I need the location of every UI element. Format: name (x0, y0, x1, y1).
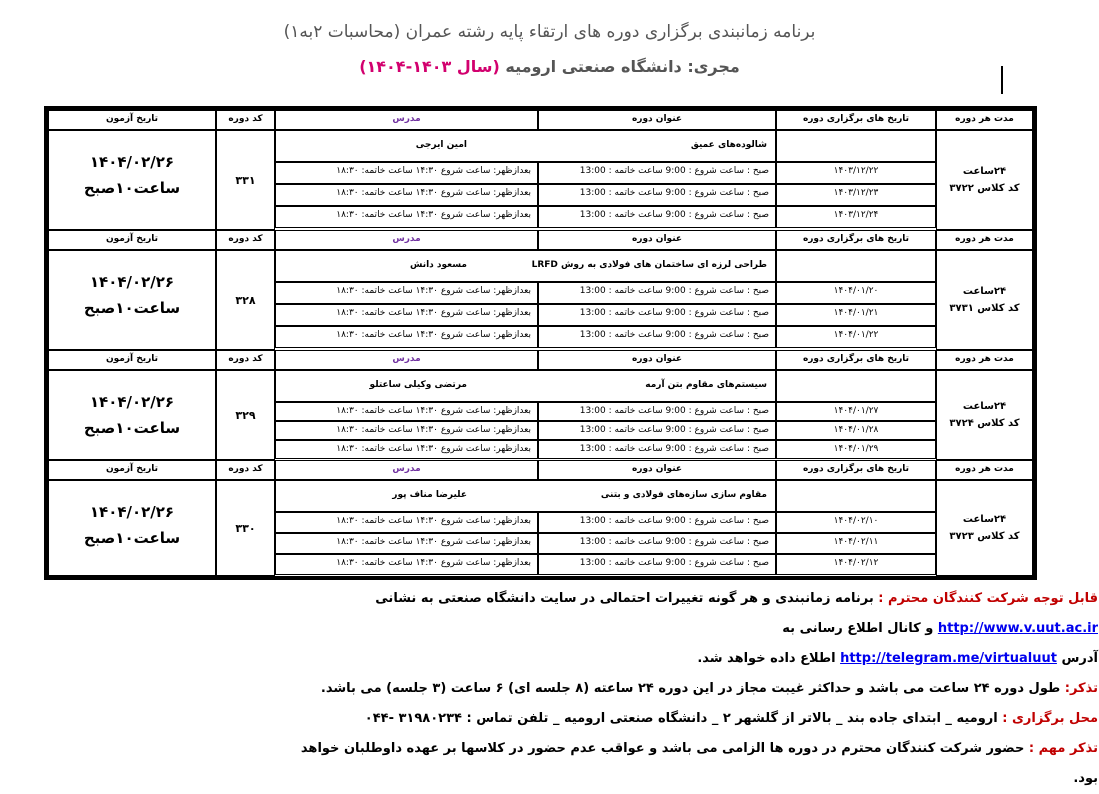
morning-session: صبح : ساعت شروع : 9:00 ساعت خاتمه : 13:00 (538, 282, 776, 304)
address-tail: اطلاع داده خواهد شد. (697, 651, 841, 666)
exam-time: ساعت۱۰صبح (83, 179, 181, 197)
class-code: کد کلاس ۳۷۳۱ (949, 303, 1020, 314)
address-label: آدرس (1056, 651, 1098, 666)
course-title-row (275, 370, 776, 402)
afternoon-session: بعدازظهر: ساعت شروع ۱۴:۳۰ ساعت خاتمه: ۱۸:۳۰ (275, 402, 538, 421)
afternoon-session: بعدازظهر: ساعت شروع ۱۴:۳۰ ساعت خاتمه: ۱۸:۳۰ (275, 533, 538, 554)
important-text: حضور شرکت کنندگان محترم در دوره ها الزامی می باشد و عواقب عدم حضور در کلاسها بر عهده داوطلبان خواهد بود. (300, 741, 1098, 786)
course-title-row (275, 250, 776, 282)
exam-time: ساعت۱۰صبح (83, 299, 181, 317)
duration-hours: ۲۴ساعت (962, 166, 1007, 177)
attention-text: برنامه زمانبندی و هر گونه تغییرات احتمالی در سایت دانشگاه صنعتی به نشانی (375, 591, 879, 606)
venue-text: ارومیه _ ابتدای جاده بند _ بالاتر از گلشهر ۲ _ دانشگاه صنعتی ارومیه _ تلفن تماس : ۳۱۹۸۰۲۳۴ -۰۴۴ (364, 711, 1003, 726)
date-blank-cell (776, 130, 936, 162)
header-code: کد دوره (216, 110, 275, 130)
page-subtitle (0, 57, 1099, 76)
exam-date: ۱۴۰۴/۰۲/۲۶ (89, 393, 175, 411)
header-duration: مدت هر دوره (936, 460, 1033, 480)
header-code: کد دوره (216, 230, 275, 250)
course-code: ۳۲۸ (216, 250, 275, 350)
important-note (282, 734, 1098, 794)
course-code: ۳۲۹ (216, 370, 275, 460)
session-date: ۱۴۰۴/۰۱/۲۱ (776, 304, 936, 326)
session-date: ۱۴۰۴/۰۲/۱۰ (776, 512, 936, 533)
header-course-title: عنوان دوره (538, 110, 776, 130)
afternoon-session: بعدازظهر: ساعت شروع ۱۴:۳۰ ساعت خاتمه: ۱۸:۳۰ (275, 184, 538, 206)
afternoon-session: بعدازظهر: ساعت شروع ۱۴:۳۰ ساعت خاتمه: ۱۸:۳۰ (275, 304, 538, 326)
course-title: طراحی لرزه ای ساختمان های فولادی به روش LRFD (531, 260, 767, 270)
instructor-name: امین ایرجی (415, 140, 467, 150)
morning-session: صبح : ساعت شروع : 9:00 ساعت خاتمه : 13:00 (538, 184, 776, 206)
session-date: ۱۴۰۴/۰۱/۲۸ (776, 421, 936, 440)
site-link[interactable]: http://www.v.uut.ac.ir (937, 621, 1098, 636)
class-code: کد کلاس ۳۷۲۳ (949, 531, 1020, 542)
page-title: برنامه زمانبندی برگزاری دوره های ارتقاء پایه رشته عمران (محاسبات ۲به۱) (283, 22, 816, 42)
session-date: ۱۴۰۴/۰۱/۲۲ (776, 326, 936, 348)
date-blank-cell (776, 250, 936, 282)
morning-session: صبح : ساعت شروع : 9:00 ساعت خاتمه : 13:00 (538, 440, 776, 459)
morning-session: صبح : ساعت شروع : 9:00 ساعت خاتمه : 13:00 (538, 554, 776, 575)
course-code: ۳۳۱ (216, 130, 275, 230)
course-duration (936, 370, 1033, 460)
session-date: ۱۴۰۴/۰۲/۱۲ (776, 554, 936, 575)
header-dates: تاریخ های برگزاری دوره (776, 230, 936, 250)
duration-hours: ۲۴ساعت (962, 514, 1007, 525)
header-exam-date: تاریخ آزمون (48, 460, 216, 480)
exam-time: ساعت۱۰صبح (83, 529, 181, 547)
duration-hours: ۲۴ساعت (962, 286, 1007, 297)
text-cursor (1001, 66, 1003, 94)
header-duration: مدت هر دوره (936, 350, 1033, 370)
header-dates: تاریخ های برگزاری دوره (776, 110, 936, 130)
header-course-title: عنوان دوره (538, 460, 776, 480)
afternoon-session: بعدازظهر: ساعت شروع ۱۴:۳۰ ساعت خاتمه: ۱۸:۳۰ (275, 282, 538, 304)
attention-tail: و کانال اطلاع رسانی به (782, 621, 938, 636)
header-instructor: مدرس (275, 110, 538, 130)
header-dates: تاریخ های برگزاری دوره (776, 350, 936, 370)
session-date: ۱۴۰۴/۰۱/۲۷ (776, 402, 936, 421)
header-course-title: عنوان دوره (538, 350, 776, 370)
morning-session: صبح : ساعت شروع : 9:00 ساعت خاتمه : 13:00 (538, 512, 776, 533)
exam-date-cell (48, 480, 216, 576)
course-title: مقاوم سازی سازه‌های فولادی و بتنی (600, 490, 767, 500)
course-title-row (275, 130, 776, 162)
address-note (282, 644, 1098, 674)
instructor-name: مسعود دانش (409, 260, 467, 270)
session-date: ۱۴۰۳/۱۲/۲۲ (776, 162, 936, 184)
morning-session: صبح : ساعت شروع : 9:00 ساعت خاتمه : 13:00 (538, 402, 776, 421)
instructor-name: مرتضی وکیلی ساعتلو (369, 380, 467, 390)
exam-date-cell (48, 370, 216, 460)
important-label: تذکر مهم : (1028, 741, 1098, 756)
reminder-label: تذکر: (1064, 681, 1098, 696)
exam-date-cell (48, 130, 216, 230)
afternoon-session: بعدازظهر: ساعت شروع ۱۴:۳۰ ساعت خاتمه: ۱۸:۳۰ (275, 326, 538, 348)
header-exam-date: تاریخ آزمون (48, 110, 216, 130)
header-exam-date: تاریخ آزمون (48, 350, 216, 370)
morning-session: صبح : ساعت شروع : 9:00 ساعت خاتمه : 13:00 (538, 304, 776, 326)
venue-note (282, 704, 1098, 734)
schedule-table (44, 106, 1037, 580)
header-instructor: مدرس (275, 350, 538, 370)
reminder-text: طول دوره ۲۴ ساعت می باشد و حداکثر غیبت مجاز در این دوره ۲۴ ساعته (۸ جلسه ای) ۶ ساعت (۳ جلسه) می باشد. (320, 681, 1065, 696)
course-title-row (275, 480, 776, 512)
organizer-label: مجری: دانشگاه صنعتی ارومیه (505, 57, 740, 76)
notes-section (282, 584, 1098, 794)
afternoon-session: بعدازظهر: ساعت شروع ۱۴:۳۰ ساعت خاتمه: ۱۸:۳۰ (275, 440, 538, 459)
header-code: کد دوره (216, 350, 275, 370)
date-blank-cell (776, 370, 936, 402)
header-dates: تاریخ های برگزاری دوره (776, 460, 936, 480)
telegram-link[interactable]: http://telegram.me/virtualuut (840, 651, 1057, 666)
course-duration (936, 480, 1033, 576)
class-code: کد کلاس ۳۷۲۲ (949, 183, 1020, 194)
session-date: ۱۴۰۴/۰۱/۲۹ (776, 440, 936, 459)
header-duration: مدت هر دوره (936, 230, 1033, 250)
class-code: کد کلاس ۳۷۲۴ (949, 418, 1020, 429)
venue-label: محل برگزاری : (1002, 711, 1098, 726)
instructor-name: علیرضا مناف پور (392, 490, 467, 500)
afternoon-session: بعدازظهر: ساعت شروع ۱۴:۳۰ ساعت خاتمه: ۱۸:۳۰ (275, 206, 538, 228)
afternoon-session: بعدازظهر: ساعت شروع ۱۴:۳۰ ساعت خاتمه: ۱۸:۳۰ (275, 554, 538, 575)
exam-time: ساعت۱۰صبح (83, 419, 181, 437)
course-code: ۳۳۰ (216, 480, 275, 576)
course-title: سیستم‌های مقاوم بتن آرمه (645, 380, 767, 390)
morning-session: صبح : ساعت شروع : 9:00 ساعت خاتمه : 13:00 (538, 162, 776, 184)
exam-date: ۱۴۰۴/۰۲/۲۶ (89, 503, 175, 521)
reminder-note (282, 674, 1098, 704)
header-instructor: مدرس (275, 460, 538, 480)
course-duration (936, 130, 1033, 230)
afternoon-session: بعدازظهر: ساعت شروع ۱۴:۳۰ ساعت خاتمه: ۱۸:۳۰ (275, 162, 538, 184)
header-exam-date: تاریخ آزمون (48, 230, 216, 250)
duration-hours: ۲۴ساعت (962, 401, 1007, 412)
academic-year: (سال ۱۴۰۳-۱۴۰۴) (359, 57, 500, 76)
course-title: شالوده‌های عمیق (690, 140, 767, 150)
header-course-title: عنوان دوره (538, 230, 776, 250)
attention-note (282, 584, 1098, 644)
course-duration (936, 250, 1033, 350)
session-date: ۱۴۰۳/۱۲/۲۴ (776, 206, 936, 228)
morning-session: صبح : ساعت شروع : 9:00 ساعت خاتمه : 13:00 (538, 533, 776, 554)
session-date: ۱۴۰۴/۰۱/۲۰ (776, 282, 936, 304)
exam-date: ۱۴۰۴/۰۲/۲۶ (89, 153, 175, 171)
morning-session: صبح : ساعت شروع : 9:00 ساعت خاتمه : 13:00 (538, 206, 776, 228)
morning-session: صبح : ساعت شروع : 9:00 ساعت خاتمه : 13:00 (538, 421, 776, 440)
afternoon-session: بعدازظهر: ساعت شروع ۱۴:۳۰ ساعت خاتمه: ۱۸:۳۰ (275, 421, 538, 440)
afternoon-session: بعدازظهر: ساعت شروع ۱۴:۳۰ ساعت خاتمه: ۱۸:۳۰ (275, 512, 538, 533)
session-date: ۱۴۰۴/۰۲/۱۱ (776, 533, 936, 554)
header-duration: مدت هر دوره (936, 110, 1033, 130)
morning-session: صبح : ساعت شروع : 9:00 ساعت خاتمه : 13:00 (538, 326, 776, 348)
date-blank-cell (776, 480, 936, 512)
header-code: کد دوره (216, 460, 275, 480)
exam-date: ۱۴۰۴/۰۲/۲۶ (89, 273, 175, 291)
exam-date-cell (48, 250, 216, 350)
attention-label: قابل توجه شرکت کنندگان محترم : (878, 591, 1098, 606)
session-date: ۱۴۰۳/۱۲/۲۳ (776, 184, 936, 206)
header-instructor: مدرس (275, 230, 538, 250)
